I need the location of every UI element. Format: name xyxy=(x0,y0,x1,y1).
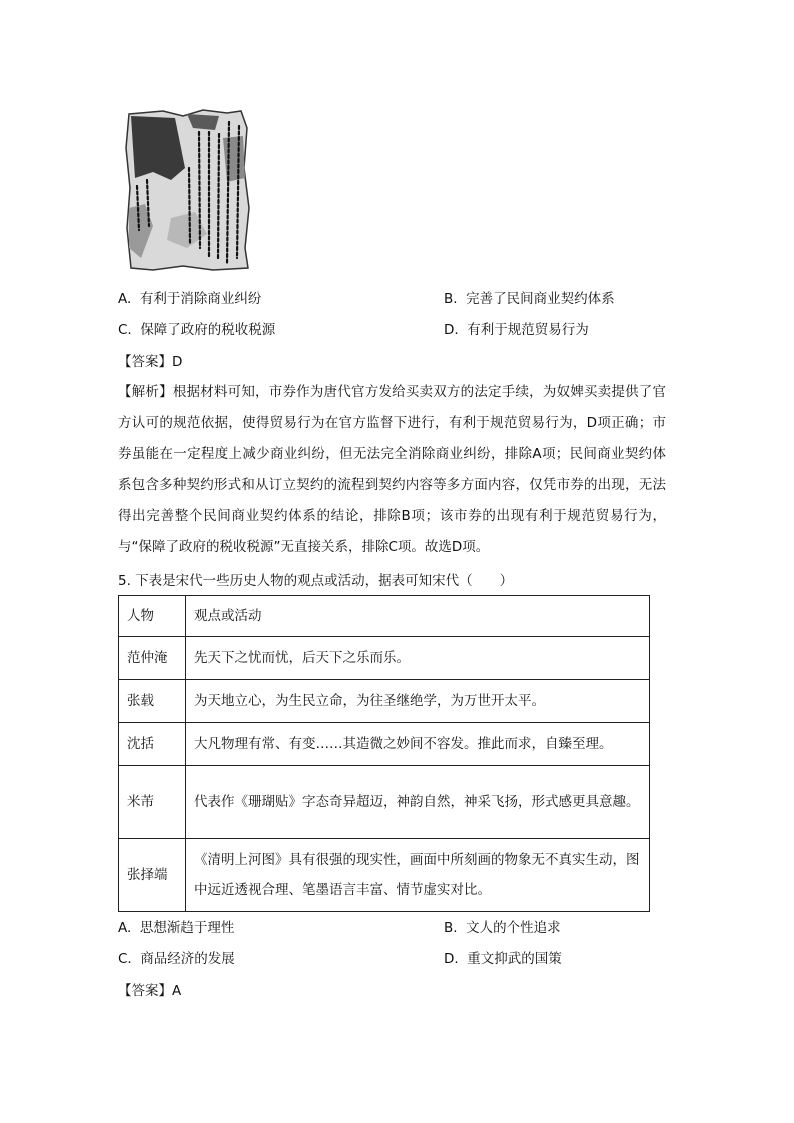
option-text: 有利于消除商业纠纷 xyxy=(139,291,262,307)
q5-option-b xyxy=(444,919,561,937)
table-cell-person: 范仲淹 xyxy=(119,637,186,680)
option-letter: C. xyxy=(118,322,132,338)
option-letter: A. xyxy=(118,291,132,307)
option-text: 重文抑武的国策 xyxy=(467,951,562,967)
option-letter: B. xyxy=(444,920,458,936)
table-cell-person: 米芾 xyxy=(119,766,186,839)
option-letter: C. xyxy=(118,951,132,967)
table-cell-content: 先天下之忧而忧，后天下之乐而乐。 xyxy=(186,637,650,680)
analysis-text: 根据材料可知，市券作为唐代官方发给买卖双方的法定手续，为奴婢买卖提供了官方认可的规范依据，使得贸易行为在官方监督下进行，有利于规范贸易行为，D项正确；市券虽能在一定程度上减少商业纠纷，但无法完全消除商业纠纷，排除A项；民间商业契约体系包含多种契约形式和从订立契约的流程到契约内容等多方面内容，仅凭市券的出现，无法得出完善整个民间商业契约体系的结论，排除B项；该市券的出现有利于规范贸易行为，与“保障了政府的税收税源”无直接关系，排除C项。故选D项。 xyxy=(118,384,667,555)
table-cell-content: 为天地立心，为生民立命，为往圣继绝学，为万世开太平。 xyxy=(186,680,650,723)
answer-label: 【答案】 xyxy=(118,354,172,370)
option-text: 完善了民间商业契约体系 xyxy=(466,291,615,307)
q4-option-c xyxy=(118,321,275,339)
q4-option-d xyxy=(444,321,589,339)
option-text: 保障了政府的税收税源 xyxy=(140,322,276,338)
table-row xyxy=(119,839,650,912)
answer-label: 【答案】 xyxy=(118,983,172,999)
q4-option-b xyxy=(444,290,615,308)
q4-analysis xyxy=(118,377,666,563)
option-text: 商品经济的发展 xyxy=(140,951,235,967)
contract-document-illustration xyxy=(123,108,251,271)
option-letter: D. xyxy=(444,951,459,967)
table-row xyxy=(119,637,650,680)
table-cell-person: 沈括 xyxy=(119,723,186,766)
table-cell-person: 张载 xyxy=(119,680,186,723)
option-text: 有利于规范贸易行为 xyxy=(467,322,589,338)
table-cell-content: 大凡物理有常、有变……其造微之妙间不容发。推此而求，自臻至理。 xyxy=(186,723,650,766)
option-letter: A. xyxy=(118,920,132,936)
option-letter: D. xyxy=(444,322,459,338)
q4-option-a xyxy=(118,290,261,308)
q4-answer xyxy=(118,352,182,372)
table-row xyxy=(119,723,650,766)
option-letter: B. xyxy=(444,291,458,307)
option-text: 文人的个性追求 xyxy=(466,920,561,936)
table-cell-person: 张择端 xyxy=(119,839,186,912)
q5-question: 5. 下表是宋代一些历史人物的观点或活动，据表可知宋代（ ） xyxy=(118,573,514,589)
q5-option-c xyxy=(118,950,235,968)
table-row xyxy=(119,680,650,723)
table-cell-content: 《清明上河图》具有很强的现实性，画面中所刻画的物象无不真实生动，图中远近透视合理、笔墨语言丰富、情节虚实对比。 xyxy=(186,839,650,912)
q5-answer xyxy=(118,981,181,1001)
analysis-label: 【解析】 xyxy=(118,384,173,400)
q5-table xyxy=(118,595,650,912)
table-header-row xyxy=(119,596,650,637)
contract-document-image xyxy=(123,108,251,271)
q5-option-d xyxy=(444,950,562,968)
option-text: 思想渐趋于理性 xyxy=(139,920,235,936)
answer-value: A xyxy=(172,983,182,999)
table-header-cell: 观点或活动 xyxy=(186,596,650,637)
q5-option-a xyxy=(118,919,234,937)
table-header-cell: 人物 xyxy=(119,596,186,637)
table-cell-content: 代表作《珊瑚贴》字态奇异超迈，神韵自然，神采飞扬，形式感更具意趣。 xyxy=(186,766,650,839)
answer-value: D xyxy=(172,354,183,370)
table-row xyxy=(119,766,650,839)
